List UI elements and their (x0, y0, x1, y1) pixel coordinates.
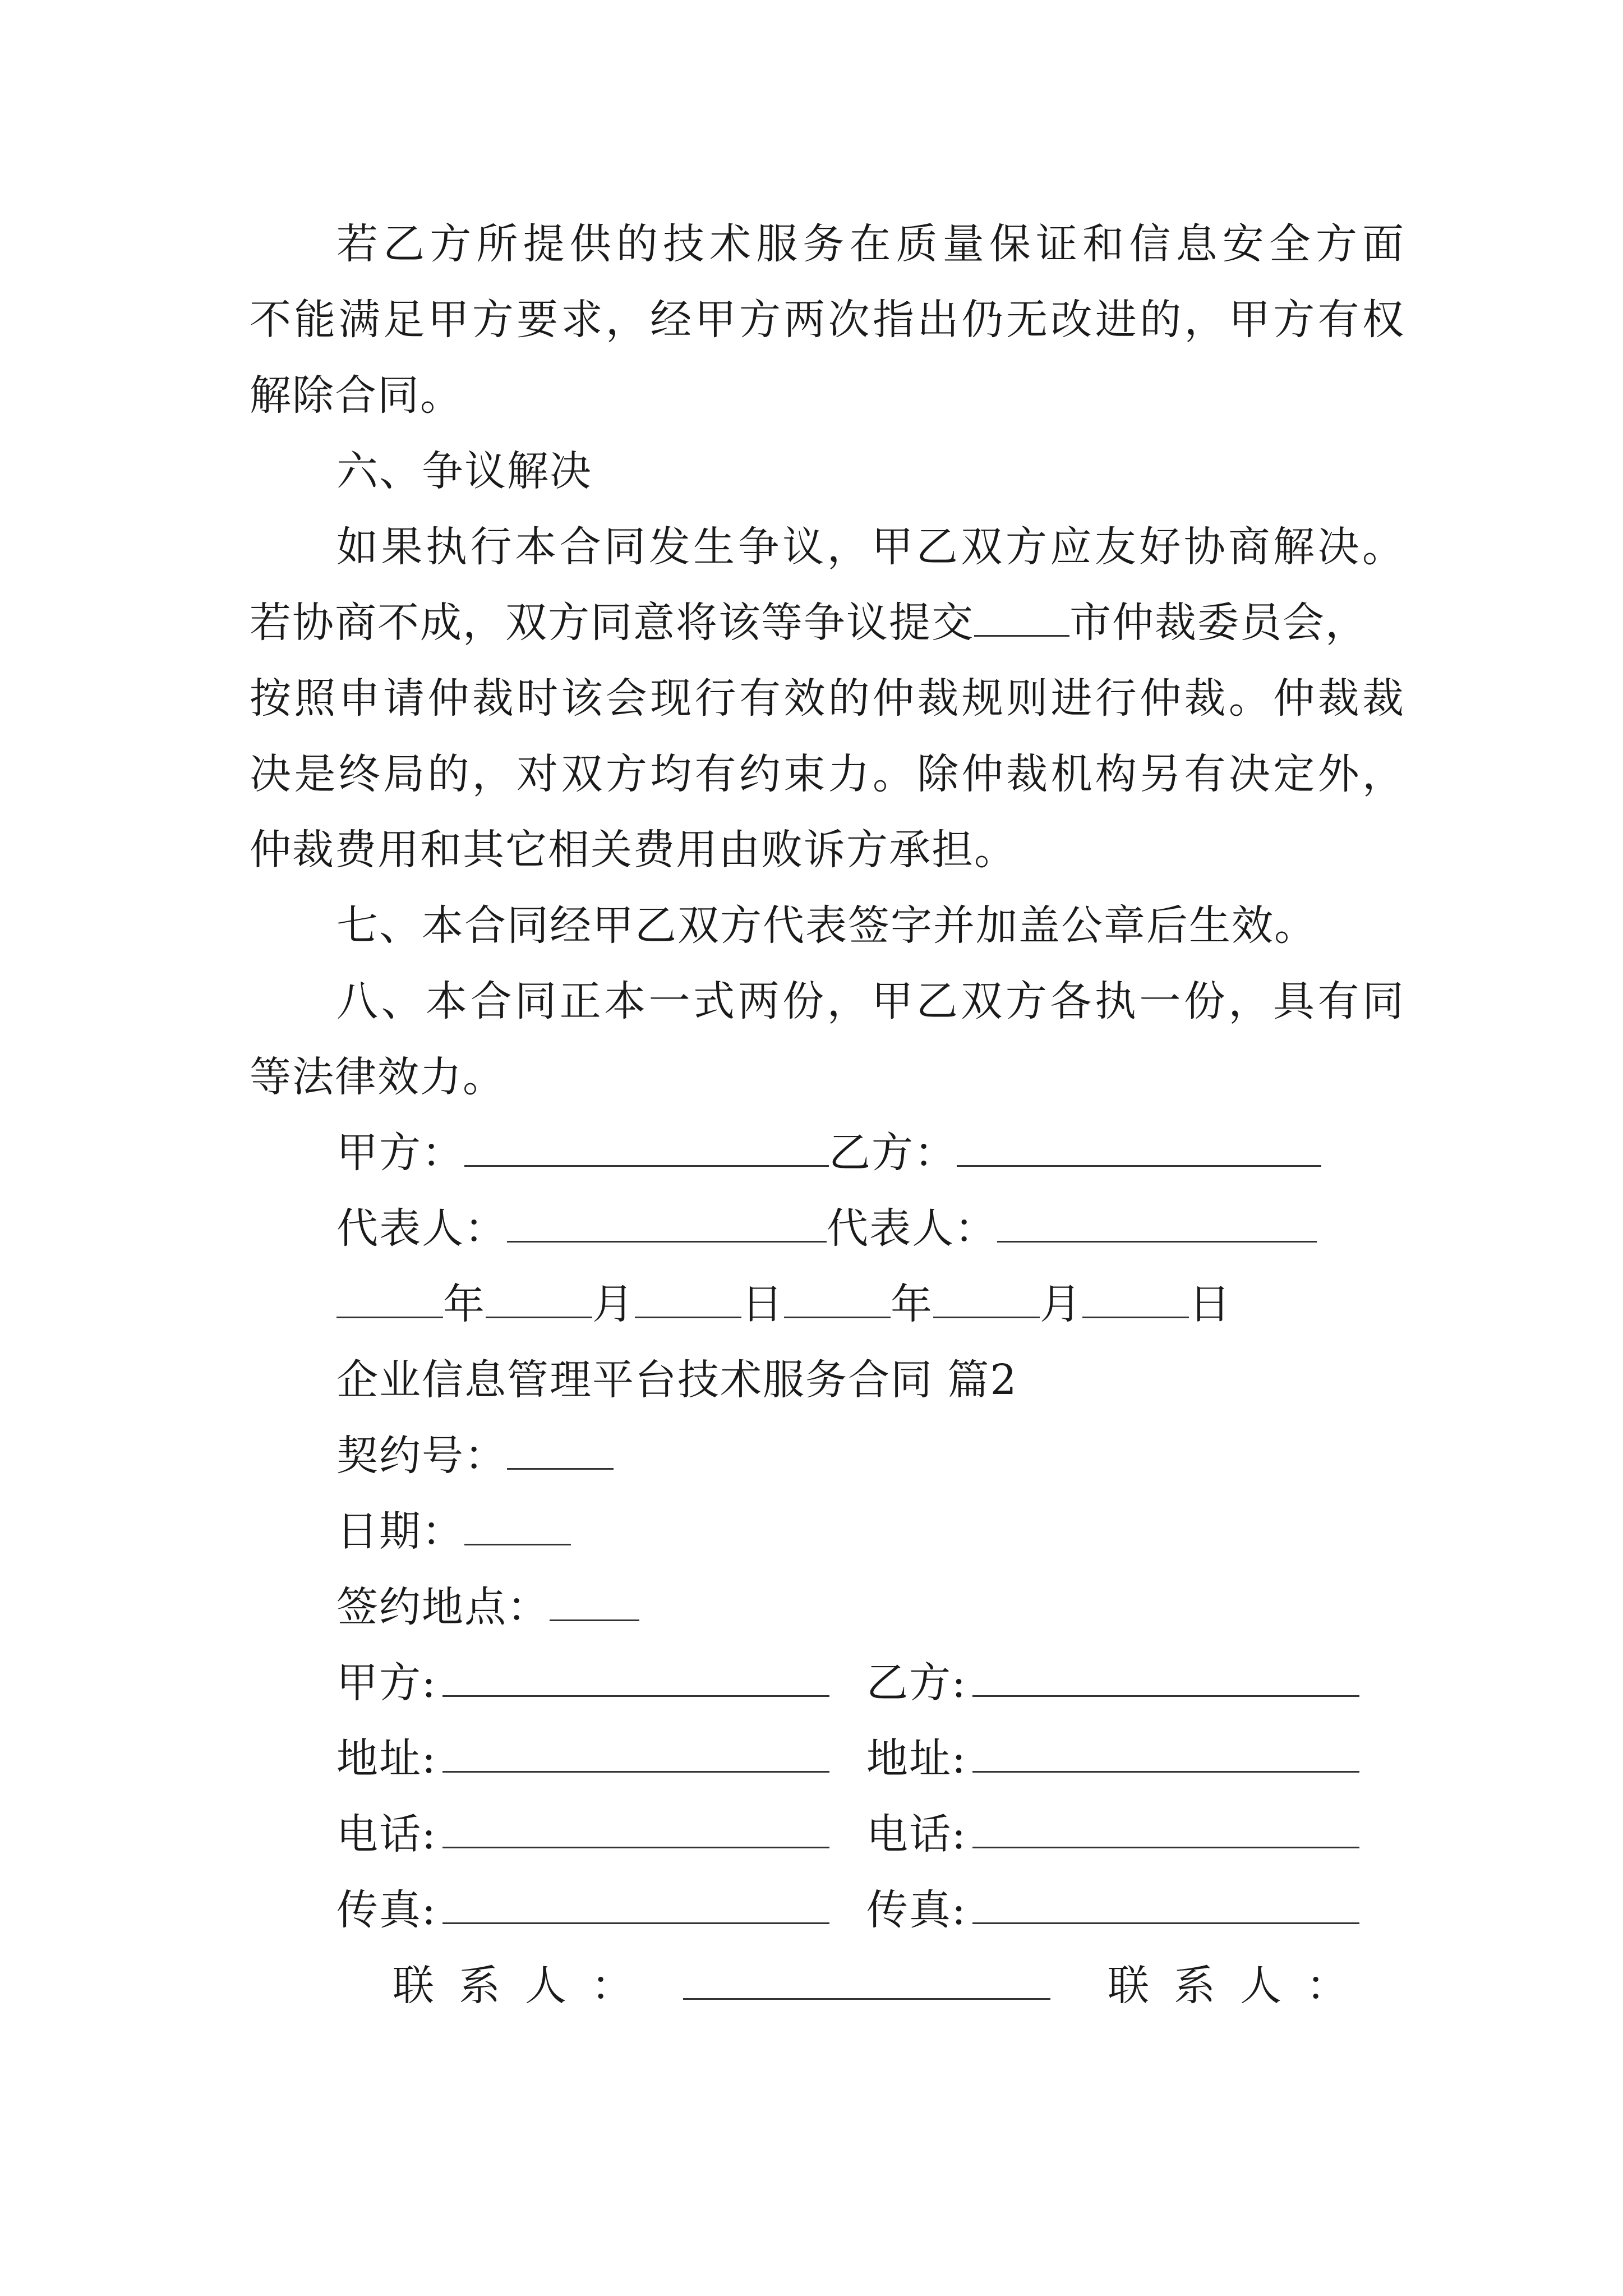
date-field-row (336, 1503, 571, 1559)
contact-a-blank-wrap (683, 1958, 1050, 2014)
phone-b-blank[interactable] (972, 1807, 1359, 1848)
party-a-label: 甲方： (336, 1129, 464, 1177)
city-blank[interactable] (974, 596, 1069, 637)
phone-b-row (866, 1806, 1359, 1862)
contact-a-blank[interactable] (683, 1959, 1050, 2000)
address-a-blank[interactable] (442, 1732, 829, 1773)
party-a-row (336, 1655, 829, 1711)
section-heading: 六、争议解决 (336, 447, 592, 495)
phone-b-label: 电话: (866, 1810, 967, 1858)
phone-a-blank[interactable] (442, 1807, 829, 1848)
rep-a-label: 代表人： (336, 1204, 507, 1253)
party-a-label: 甲方: (336, 1659, 437, 1707)
paragraph-line: 仲裁费用和其它相关费用由败诉方承担。 (250, 826, 1017, 874)
rep-b-blank[interactable] (997, 1202, 1317, 1243)
paragraph-line: 解除合同。 (250, 371, 463, 420)
date-blank[interactable] (464, 1504, 571, 1545)
contract-no-blank[interactable] (507, 1429, 614, 1470)
paragraph-line: 按照申请仲裁时该会现行有效的仲裁规则进行仲裁。仲裁裁 (250, 674, 1405, 723)
address-b-label: 地址: (866, 1734, 967, 1783)
paragraph-line: 决是终局的，对双方均有约束力。除仲裁机构另有决定外， (250, 750, 1405, 798)
year-label: 年 (891, 1280, 933, 1328)
party-a-blank[interactable] (442, 1656, 829, 1697)
address-a-label: 地址: (336, 1734, 437, 1783)
fax-a-label: 传真: (336, 1886, 437, 1934)
paragraph-text: 市仲裁委员会， (1069, 599, 1368, 647)
place-row (336, 1579, 639, 1635)
paragraph-line: 八、本合同正本一式两份，甲乙双方各执一份，具有同 (336, 977, 1405, 1025)
paragraph-line: 不能满足甲方要求，经甲方两次指出仍无改进的，甲方有权 (250, 296, 1405, 344)
year-a-blank[interactable] (336, 1277, 443, 1318)
contact-b-label: 联系人： (1108, 1962, 1372, 2010)
party-b-blank[interactable] (972, 1656, 1359, 1697)
party-a-blank[interactable] (464, 1126, 829, 1167)
fax-b-row (866, 1882, 1359, 1938)
place-label: 签约地点： (336, 1583, 550, 1631)
month-label: 月 (1040, 1280, 1082, 1328)
day-a-blank[interactable] (635, 1277, 741, 1318)
year-label: 年 (443, 1280, 486, 1328)
address-a-row (336, 1731, 829, 1787)
date-label: 日期： (336, 1507, 464, 1556)
paragraph-text: 若协商不成，双方同意将该等争议提交 (250, 599, 974, 647)
fax-b-blank[interactable] (972, 1883, 1359, 1924)
contract-no-row (336, 1428, 614, 1484)
party-b-label: 乙方： (829, 1129, 957, 1177)
section-heading: 七、本合同经甲乙双方代表签字并加盖公章后生效。 (336, 901, 1317, 950)
party-b-blank[interactable] (957, 1126, 1321, 1167)
phone-a-row (336, 1806, 829, 1862)
rep-a-blank[interactable] (507, 1202, 827, 1243)
date-row (336, 1276, 1232, 1332)
day-b-blank[interactable] (1082, 1277, 1189, 1318)
paragraph-line: 若乙方所提供的技术服务在质量保证和信息安全方面 (336, 220, 1405, 268)
month-label: 月 (592, 1280, 635, 1328)
paragraph-line (250, 595, 1405, 651)
day-label: 日 (1189, 1280, 1232, 1328)
address-b-blank[interactable] (972, 1732, 1359, 1773)
place-blank[interactable] (550, 1580, 639, 1621)
party-b-row (866, 1655, 1359, 1711)
contact-a-label: 联系人： (393, 1962, 657, 2010)
paragraph-line: 等法律效力。 (250, 1053, 505, 1101)
month-a-blank[interactable] (486, 1277, 592, 1318)
month-b-blank[interactable] (933, 1277, 1040, 1318)
signature-row (336, 1125, 1321, 1181)
address-b-row (866, 1731, 1359, 1787)
contract-no-label: 契约号： (336, 1432, 507, 1480)
year-b-blank[interactable] (784, 1277, 891, 1318)
fax-a-row (336, 1882, 829, 1938)
day-label: 日 (741, 1280, 784, 1328)
contact-b-row (1108, 1958, 1372, 2014)
rep-b-label: 代表人： (827, 1204, 997, 1253)
contract-title: 企业信息管理平台技术服务合同 篇2 (336, 1356, 1018, 1404)
contact-a-row (393, 1958, 657, 2014)
party-b-label: 乙方: (866, 1659, 967, 1707)
paragraph-line: 如果执行本合同发生争议，甲乙双方应友好协商解决。 (336, 523, 1405, 571)
representative-row (336, 1200, 1317, 1257)
fax-b-label: 传真: (866, 1886, 967, 1934)
fax-a-blank[interactable] (442, 1883, 829, 1924)
phone-a-label: 电话: (336, 1810, 437, 1858)
